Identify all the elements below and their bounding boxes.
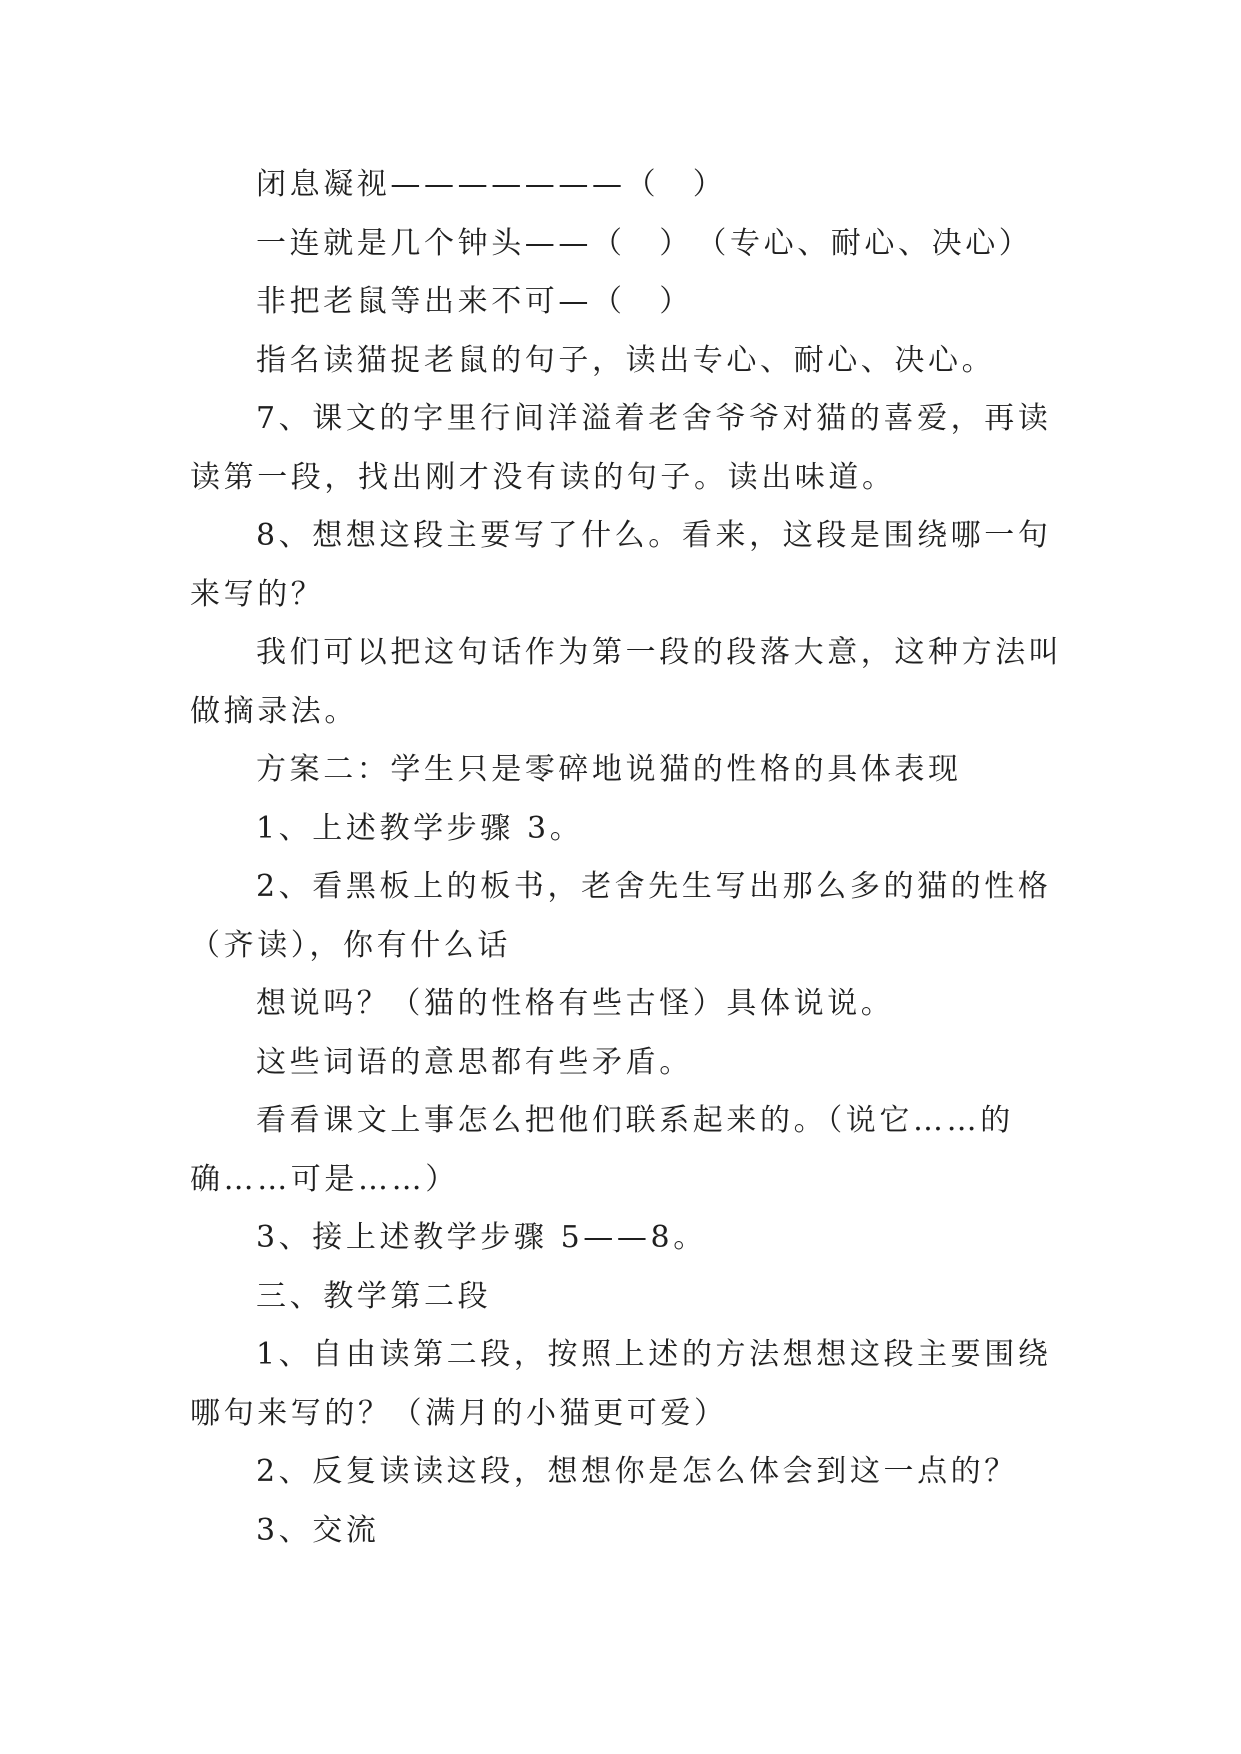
- text-line: 这些词语的意思都有些矛盾。: [256, 1044, 693, 1080]
- text-line: 哪句来写的？（满月的小猫更可爱）: [190, 1395, 728, 1431]
- text-line: 2、反复读读这段，想想你是怎么体会到这一点的？: [256, 1454, 1018, 1489]
- text-line: 1、自由读第二段，按照上述的方法想想这段主要围绕: [256, 1337, 1052, 1372]
- text-line: 读第一段，找出刚才没有读的句子。读出味道。: [190, 459, 896, 495]
- text-line: 方案二：学生只是零碎地说猫的性格的具体表现: [256, 752, 962, 787]
- text-line: 非把老鼠等出来不可—（ ）: [256, 284, 693, 319]
- text-line: 三、教学第二段: [256, 1278, 492, 1314]
- text-line: 闭息凝视———————（ ）: [256, 167, 727, 202]
- text-line: 来写的？: [190, 576, 325, 612]
- text-line: 做摘录法。: [190, 693, 358, 729]
- text-line: （齐读），你有什么话: [190, 927, 511, 963]
- text-line: 想说吗？（猫的性格有些古怪）具体说说。: [256, 986, 895, 1021]
- text-line: 8、想想这段主要写了什么。看来，这段是围绕哪一句: [256, 518, 1052, 553]
- text-line: 7、课文的字里行间洋溢着老舍爷爷对猫的喜爱，再读: [256, 401, 1052, 436]
- text-line: 看看课文上事怎么把他们联系起来的。（说它……的: [256, 1103, 1014, 1138]
- text-line: 1、上述教学步骤 3。: [256, 810, 584, 846]
- text-line: 3、接上述教学步骤 5——8。: [256, 1220, 707, 1255]
- text-line: 确……可是……）: [190, 1161, 459, 1197]
- text-line: 我们可以把这句话作为第一段的段落大意，这种方法叫: [256, 635, 1063, 670]
- text-line: 3、交流: [256, 1512, 380, 1548]
- text-line: 一连就是几个钟头——（ ） （专心、耐心、决心）: [256, 225, 1033, 261]
- document-body: [190, 156, 1063, 1560]
- text-line: 指名读猫捉老鼠的句子，读出专心、耐心、决心。: [256, 342, 996, 378]
- text-line: 2、看黑板上的板书，老舍先生写出那么多的猫的性格: [256, 869, 1052, 904]
